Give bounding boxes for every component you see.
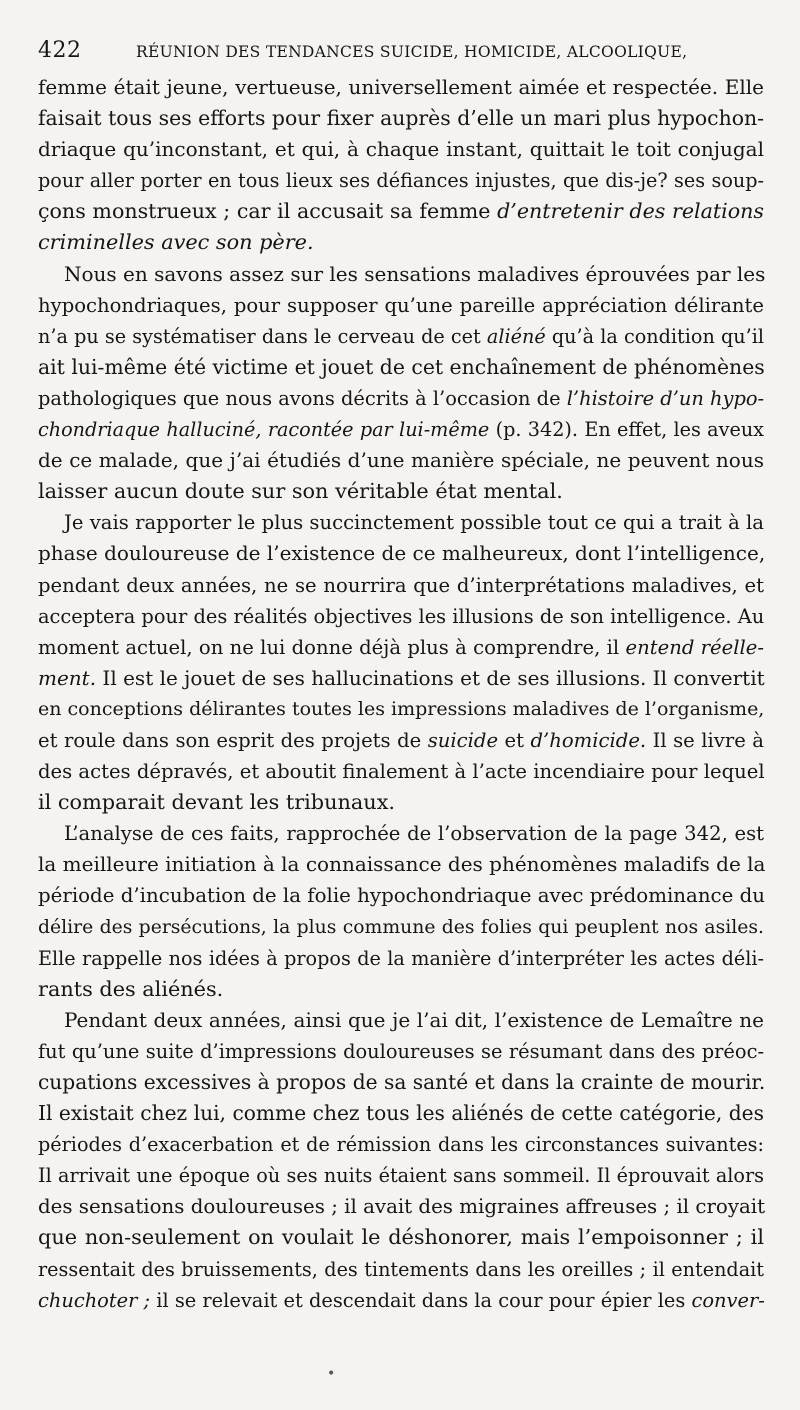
text-segment: pour aller porter en tous lieux ses défiances injustes, que dis-je? ses soup- [38,169,764,193]
page-number: 422 [38,38,82,63]
text-segment: pathologiques que nous avons décrits à l’occasion de [38,386,567,410]
italic-text-segment: suicide [427,728,499,752]
italic-text-segment: aliéné [486,324,546,348]
text-line [38,1191,764,1222]
text-segment: rants des aliénés. [38,976,224,1001]
text-segment: des sensations douloureuses ; il avait des migraines affreuses ; il croyait [38,1195,766,1219]
text-segment: ait lui-même été victime et jouet de cet enchaînement de phénomènes [38,354,765,379]
text-segment: (p. 342). En effet, les aveux [489,418,764,442]
text-line [38,134,764,165]
text-segment: moment actuel, on ne lui donne déjà plus à comprendre, il [38,635,626,659]
text-segment: n’a pu se systématiser dans le cerveau de cet [38,324,487,348]
text-line [38,227,764,258]
italic-text-segment: d’entretenir des relations [497,199,764,224]
text-segment: acceptera pour des réalités objectives les illusions de son intelligence. Au [38,604,765,628]
text-line [38,1036,764,1067]
text-line [38,1067,764,1098]
italic-text-segment: entend réelle- [625,635,764,659]
text-line [38,570,764,601]
text-line [38,663,764,694]
text-segment: il comparait devant les tribunaux. [38,790,396,815]
italic-text-segment: l’histoire d’un hypo- [566,386,765,410]
text-segment: Il existait chez lui, comme chez tous les aliénés de cette catégorie, des [38,1101,764,1126]
text-line [38,476,764,507]
text-line [38,632,764,663]
text-line [38,538,764,569]
text-line [38,880,764,911]
text-segment: Il arrivait une époque où ses nuits étaient sans sommeil. Il éprouvait alors [38,1164,764,1188]
text-line [38,196,764,227]
body-text [38,72,764,1316]
italic-text-segment: chondriaque halluciné, racontée par lui-même [38,418,490,442]
text-segment: çons monstrueux ; car il accusait sa femme [38,199,498,224]
text-segment: et [498,728,531,752]
text-segment: Il est le jouet de ses hallucinations et de ses illusions. Il convertit [96,665,765,690]
text-segment: la meilleure initiation à la connaissance des phénomènes maladifs de la [38,852,766,877]
running-head: RÉUNION DES TENDANCES SUICIDE, HOMICIDE, ALCOOLIQUE, [136,43,688,61]
text-line [38,1129,764,1160]
text-segment: laisser aucun doute sur son véritable état mental. [38,479,563,504]
text-segment: pendant deux années, ne se nourrira que d’interprétations maladives, et [38,573,764,597]
text-segment: fut qu’une suite d’impressions douloureuses se résumant dans des préoc- [38,1039,764,1063]
italic-text-segment: criminelles avec son père. [38,230,314,255]
text-line [38,259,764,290]
text-line [38,849,764,880]
text-line [38,321,764,352]
text-line [38,725,764,756]
text-line [38,1222,764,1253]
text-segment: L’analyse de ces faits, rapprochée de l’observation de la page 342, est [64,822,764,846]
text-line [38,1254,764,1285]
text-line [38,445,764,476]
italic-text-segment: ment. [38,665,97,690]
text-line [38,1160,764,1191]
text-segment: délire des persécutions, la plus commune des folies qui peuplent nos asiles. [38,916,764,938]
text-segment: Je vais rapporter le plus succinctement possible tout ce qui a trait à la [64,511,764,535]
text-line [38,756,764,787]
text-segment: que non-seulement on voulait le déshonorer, mais l’empoisonner ; il [38,1225,764,1250]
text-line [38,383,764,414]
text-segment: Nous en savons assez sur les sensations maladives éprouvées par les [64,261,766,286]
text-line [38,103,764,134]
text-segment: en conceptions délirantes toutes les impressions maladives de l’organisme, [38,697,765,720]
text-segment: driaque qu’inconstant, et qui, à chaque instant, quittait le toit conjugal [38,137,764,162]
text-segment: cupations excessives à propos de sa santé et dans la crainte de mourir. [38,1070,766,1094]
text-line [38,414,764,445]
text-line [38,507,764,538]
text-segment: Elle rappelle nos idées à propos de la manière d’interpréter les actes déli- [38,946,764,970]
text-line [38,601,764,632]
text-segment: femme était jeune, vertueuse, universellement aimée et respectée. Elle [38,75,764,99]
text-line [38,72,764,103]
italic-text-segment: conver- [691,1288,765,1312]
text-segment: ressentait des bruissements, des tintements dans les oreilles ; il entendait [38,1257,764,1281]
text-segment: faisait tous ses efforts pour fixer auprès d’elle un mari plus hypochon- [38,106,764,131]
text-line [38,352,764,383]
text-segment: il se relevait et descendait dans la cour pour épier les [150,1288,692,1312]
page-header [38,36,768,66]
text-line [38,912,764,943]
text-segment: phase douloureuse de l’existence de ce malheureux, dont l’intelligence, [38,541,766,566]
text-segment: Il se livre à [646,728,764,752]
italic-text-segment: d’homicide. [530,728,647,752]
text-line [38,290,764,321]
text-segment: périodes d’exacerbation et de rémission dans les circonstances suivantes: [38,1133,764,1157]
text-line [38,943,764,974]
footer-dot: • [327,1366,336,1382]
text-segment: et roule dans son esprit des projets de [38,728,428,752]
text-segment: période d’incubation de la folie hypochondriaque avec prédominance du [38,884,766,908]
text-line [38,1005,764,1036]
italic-text-segment: chuchoter ; [38,1288,151,1312]
text-line [38,818,764,849]
text-line [38,1098,764,1129]
text-segment: Pendant deux années, ainsi que je l’ai dit, l’existence de Lemaître ne [64,1007,764,1032]
text-line [38,165,764,196]
text-line [38,974,764,1005]
text-line [38,1285,764,1316]
text-segment: de ce malade, que j’ai étudiés d’une manière spéciale, ne peuvent nous [38,448,764,473]
text-segment: des actes dépravés, et aboutit finalement à l’acte incendiaire pour lequel [38,760,765,784]
text-segment: hypochondriaques, pour supposer qu’une pareille appréciation délirante [38,293,764,317]
text-line [38,787,764,818]
text-line [38,694,764,725]
text-segment: qu’à la condition qu’il [545,324,765,348]
